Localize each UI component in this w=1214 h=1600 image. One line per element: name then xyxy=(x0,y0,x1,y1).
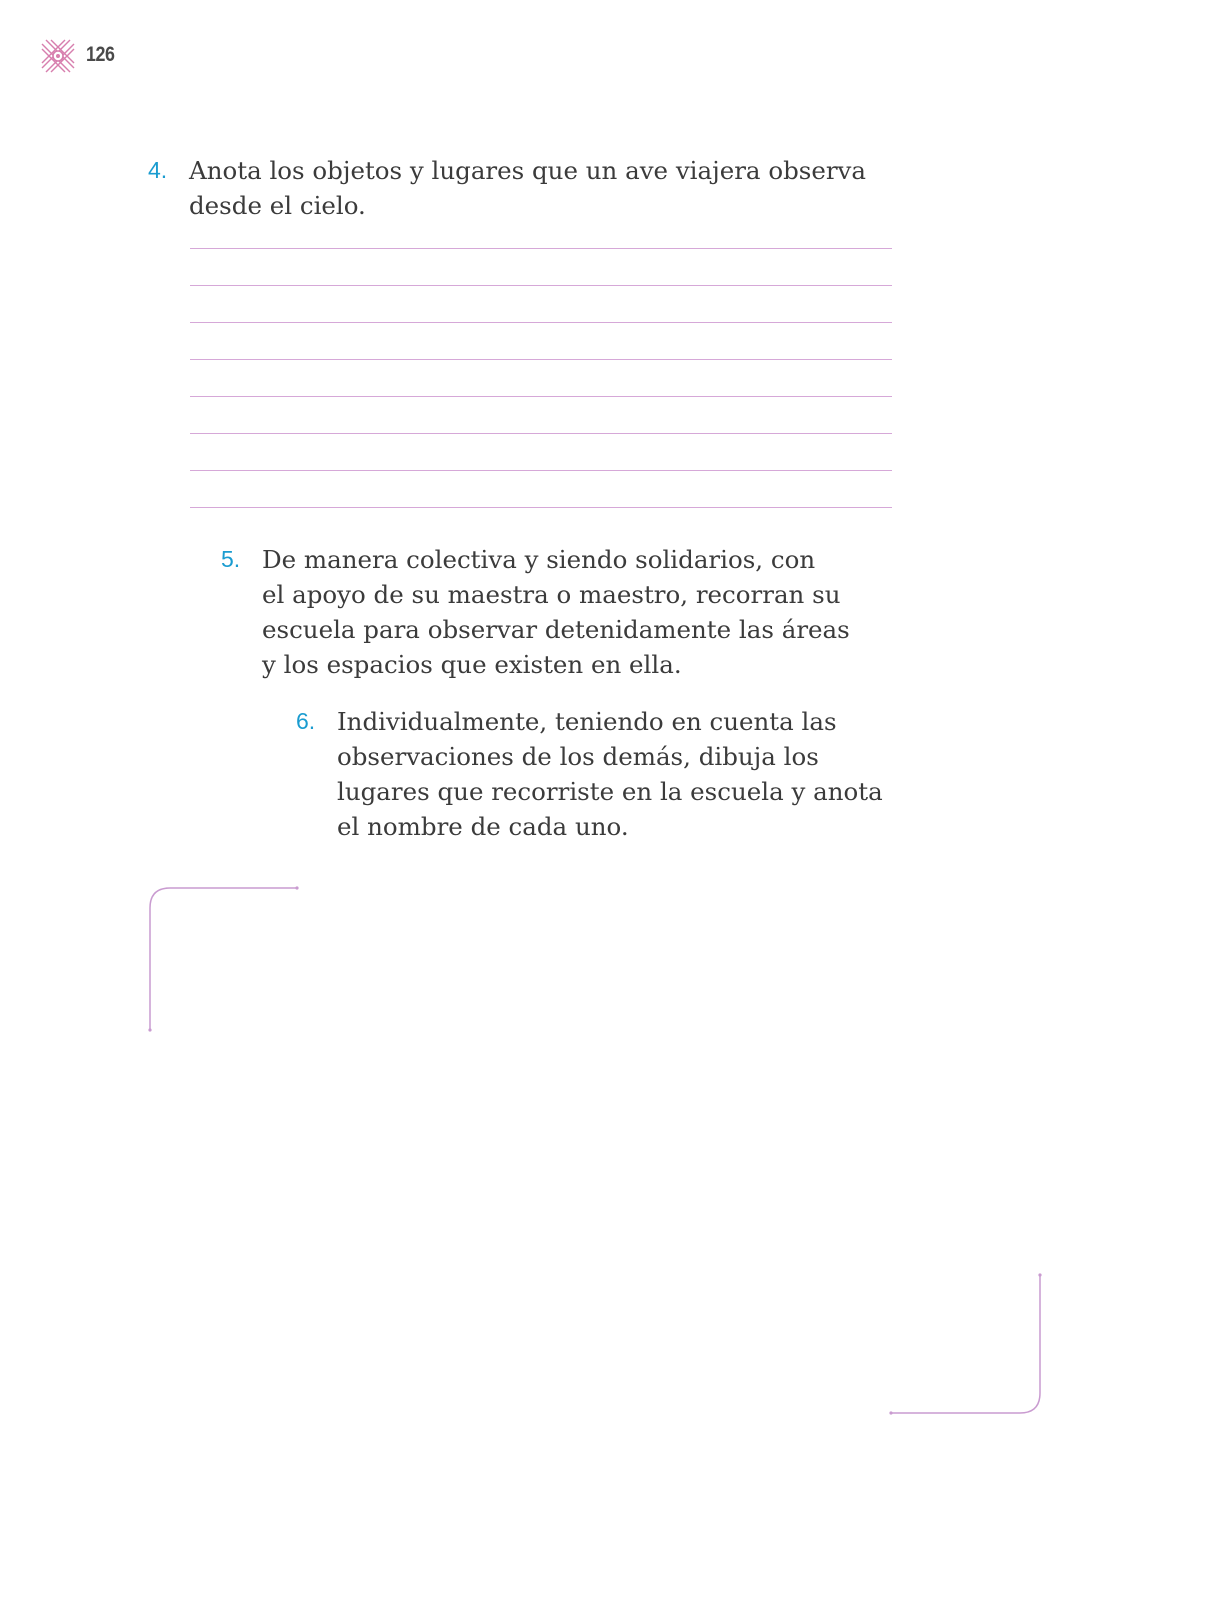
answer-line[interactable] xyxy=(190,507,892,508)
answer-line[interactable] xyxy=(190,248,892,249)
activity-5 xyxy=(221,542,861,682)
answer-line[interactable] xyxy=(190,285,892,286)
answer-lines xyxy=(190,248,892,544)
answer-line[interactable] xyxy=(190,359,892,360)
answer-line[interactable] xyxy=(190,396,892,397)
answer-line[interactable] xyxy=(190,322,892,323)
page-number: 126 xyxy=(86,43,115,66)
answer-line[interactable] xyxy=(190,433,892,434)
decorative-cross-pattern-icon xyxy=(40,38,76,74)
activity-4 xyxy=(148,153,908,223)
activity-instruction: De manera colectiva y siendo solidarios, con el apoyo de su maestra o maestro, recorran su escuela para observar detenidamente las áreas y los espacios que existen en ella. xyxy=(262,545,850,679)
drawing-area-bottom-right-corner xyxy=(891,1275,1040,1413)
activity-instruction: Individualmente, teniendo en cuenta las observaciones de los demás, dibuja los lugares que recorriste en la escuela y anota el nombre de cada uno. xyxy=(337,707,883,841)
activity-number: 4. xyxy=(148,157,168,183)
activity-instruction: Anota los objetos y lugares que un ave viajera observa desde el cielo. xyxy=(189,156,866,220)
activity-number: 6. xyxy=(296,708,316,734)
drawing-area-top-left-corner xyxy=(150,888,297,1030)
activity-6 xyxy=(296,704,916,844)
activity-number: 5. xyxy=(221,546,241,572)
answer-line[interactable] xyxy=(190,470,892,471)
